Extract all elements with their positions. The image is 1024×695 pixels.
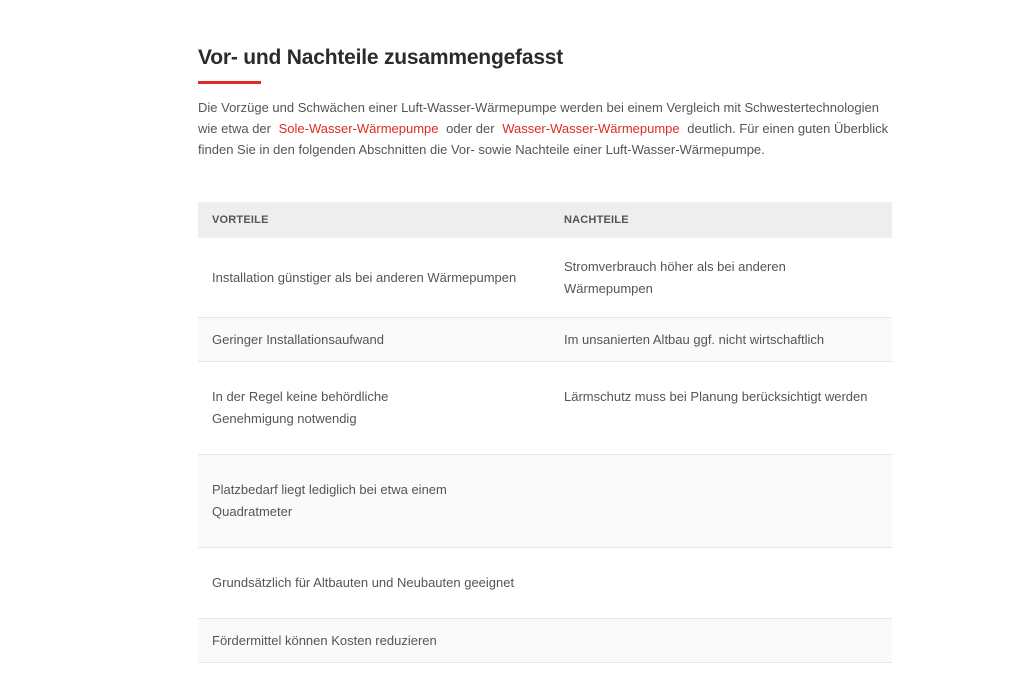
pros-cons-table bbox=[198, 202, 892, 663]
table-row bbox=[198, 619, 892, 663]
header-nachteile: NACHTEILE bbox=[564, 214, 629, 226]
link-sole-wasser[interactable]: Sole-Wasser-Wärmepumpe bbox=[278, 121, 439, 136]
section-title: Vor- und Nachteile zusammengefasst bbox=[198, 46, 564, 69]
title-underline bbox=[198, 81, 261, 84]
intro-text-2: oder der bbox=[446, 121, 495, 136]
pro-cell: Grundsätzlich für Altbauten und Neubauten geeignet bbox=[212, 575, 515, 590]
header-vorteile: VORTEILE bbox=[212, 214, 269, 226]
link-wasser-wasser[interactable]: Wasser-Wasser-Wärmepumpe bbox=[502, 121, 680, 136]
con-cell: Stromverbrauch höher als bei anderen Wärmepumpen bbox=[564, 258, 786, 296]
intro-text-3: deutlich. Für einen guten Überblick finden Sie in den folgenden Abschnitten die Vor- sowie Nachteile einer Luft-Wasser-Wärmepumpe. bbox=[198, 121, 889, 157]
section-content bbox=[198, 44, 892, 173]
table-header bbox=[198, 202, 892, 238]
pro-cell: Platzbedarf liegt lediglich bei etwa einem Quadratmeter bbox=[212, 482, 447, 519]
table-row bbox=[198, 455, 892, 548]
table-row bbox=[198, 238, 892, 318]
pro-cell: Fördermittel können Kosten reduzieren bbox=[212, 632, 437, 648]
table-row bbox=[198, 548, 892, 619]
table-row bbox=[198, 318, 892, 362]
pro-cell: Installation günstiger als bei anderen Wärmepumpen bbox=[212, 269, 517, 285]
intro-paragraph bbox=[198, 97, 892, 160]
pro-cell: In der Regel keine behördliche Genehmigung notwendig bbox=[212, 389, 389, 426]
con-cell: Lärmschutz muss bei Planung berücksichtigt werden bbox=[564, 389, 868, 404]
intro-text-1: Die Vorzüge und Schwächen einer Luft-Wasser-Wärmepumpe werden bei einem Vergleich mit Schwestertechnologien wie etwa der bbox=[198, 100, 879, 136]
pro-cell: Geringer Installationsaufwand bbox=[212, 331, 384, 347]
table-row bbox=[198, 362, 892, 455]
con-cell: Im unsanierten Altbau ggf. nicht wirtschaftlich bbox=[564, 331, 825, 347]
